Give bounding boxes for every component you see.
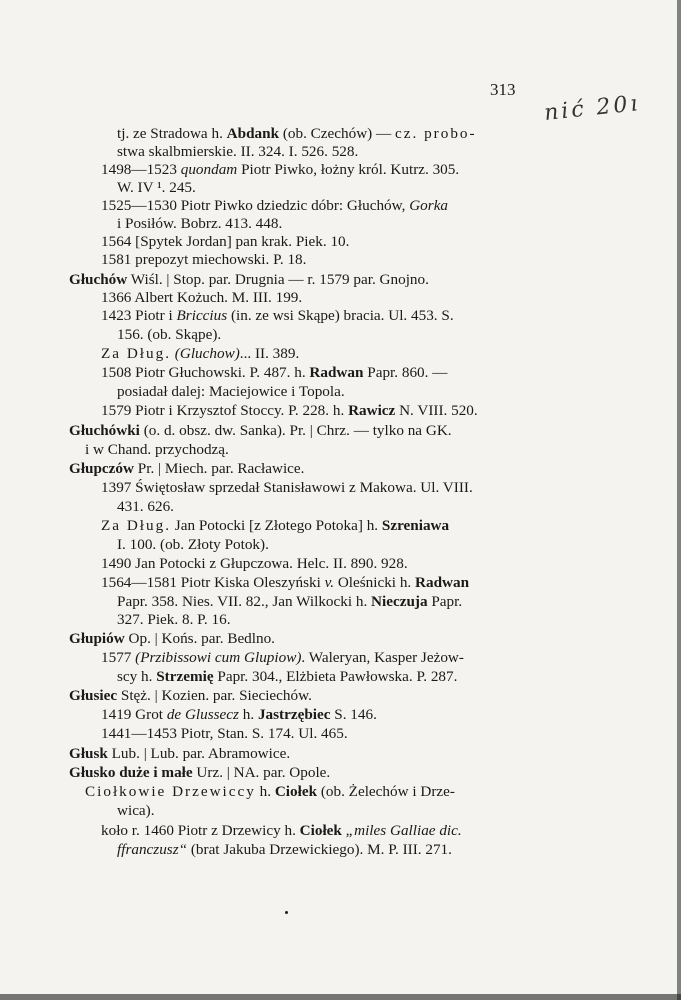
text-line: scy h. Strzemię Papr. 304., Elżbieta Pawłowska. P. 287. xyxy=(117,668,458,685)
text-line: W. IV ¹. 245. xyxy=(117,179,196,196)
entry-heading-line: Głuchów Wiśl. | Stop. par. Drugnia — r. 1579 par. Gnojno. xyxy=(69,271,429,288)
text-line: 1579 Piotr i Krzysztof Stoccy. P. 228. h. Rawicz N. VIII. 520. xyxy=(101,402,478,419)
text-line: 1564—1581 Piotr Kiska Oleszyński v. Oleśnicki h. Radwan xyxy=(101,574,470,591)
text-line: 1525—1530 Piotr Piwko dziedzic dóbr: Głuchów, Gorka xyxy=(101,197,449,214)
text-line: 1564 [Spytek Jordan] pan krak. Piek. 10. xyxy=(101,233,350,250)
text-line: Papr. 358. Nies. VII. 82., Jan Wilkocki h. Nieczuja Papr. xyxy=(117,593,463,610)
text-line: 156. (ob. Skąpe). xyxy=(117,326,222,343)
text-line: 327. Piek. 8. P. 16. xyxy=(117,611,231,628)
text-line: 1441—1453 Piotr, Stan. S. 174. Ul. 465. xyxy=(101,725,348,742)
entry-heading-line: Głupczów Pr. | Miech. par. Racławice. xyxy=(69,460,305,477)
handwritten-margin-note: nić 20ı xyxy=(542,91,642,126)
text-line: posiadał dalej: Maciejowice i Topola. xyxy=(117,383,345,400)
page-number: 313 xyxy=(490,80,516,99)
text-line: 1498—1523 quondam Piotr Piwko, łożny król. Kutrz. 305. xyxy=(101,161,460,178)
scan-edge-right xyxy=(677,0,681,1000)
text-line: stwa skalbmierskie. II. 324. I. 526. 528. xyxy=(117,143,359,160)
text-line: tj. ze Stradowa h. Abdank (ob. Czechów) — cz. probo- xyxy=(117,125,477,142)
text-line: 1581 prepozyt miechowski. P. 18. xyxy=(101,251,307,268)
text-line: Za Dług. Jan Potocki [z Złotego Potoka] h. Szreniawa xyxy=(101,517,450,534)
text-line: ffranczusz“ (brat Jakuba Drzewickiego). M. P. III. 271. xyxy=(117,841,452,858)
text-line: 1419 Grot de Glussecz h. Jastrzębiec S. 146. xyxy=(101,706,377,723)
entry-heading-line: Głuchówki (o. d. obsz. dw. Sanka). Pr. | Chrz. — tylko na GK. xyxy=(69,422,452,439)
entry-heading-line: Głupiów Op. | Końs. par. Bedlno. xyxy=(69,630,275,647)
entry-heading-line: Głusiec Stęż. | Kozien. par. Sieciechów. xyxy=(69,687,312,704)
entry-heading-line: Głusko duże i małe Urz. | NA. par. Opole. xyxy=(69,764,331,781)
text-line: i Posiłów. Bobrz. 413. 448. xyxy=(117,215,283,232)
text-line: wica). xyxy=(117,802,155,819)
text-line: 1490 Jan Potocki z Głupczowa. Helc. II. 890. 928. xyxy=(101,555,408,572)
text-line: Za Dług. (Gluchow)... II. 389. xyxy=(101,345,300,362)
text-line: 1508 Piotr Głuchowski. P. 487. h. Radwan Papr. 860. — xyxy=(101,364,448,381)
text-line: 431. 626. xyxy=(117,498,174,515)
text-line: 1577 (Przibissowi cum Glupiow). Waleryan, Kasper Jeżow- xyxy=(101,649,464,666)
text-line: 1423 Piotr i Briccius (in. ze wsi Skąpe) bracia. Ul. 453. S. xyxy=(101,307,454,324)
ink-speck xyxy=(285,911,288,914)
entry-heading-line: Głusk Lub. | Lub. par. Abramowice. xyxy=(69,745,291,762)
text-line: koło r. 1460 Piotr z Drzewicy h. Ciołek „miles Galliae dic. xyxy=(101,822,462,839)
text-line: 1366 Albert Kożuch. M. III. 199. xyxy=(101,289,303,306)
text-line: Ciołkowie Drzewiccy h. Ciołek (ob. Żelechów i Drze- xyxy=(85,783,455,800)
scan-edge-bottom xyxy=(0,994,681,1000)
text-line: i w Chand. przychodzą. xyxy=(85,441,229,458)
text-line: 1397 Świętosław sprzedał Stanisławowi z Makowa. Ul. VIII. xyxy=(101,479,473,496)
text-line: I. 100. (ob. Złoty Potok). xyxy=(117,536,269,553)
